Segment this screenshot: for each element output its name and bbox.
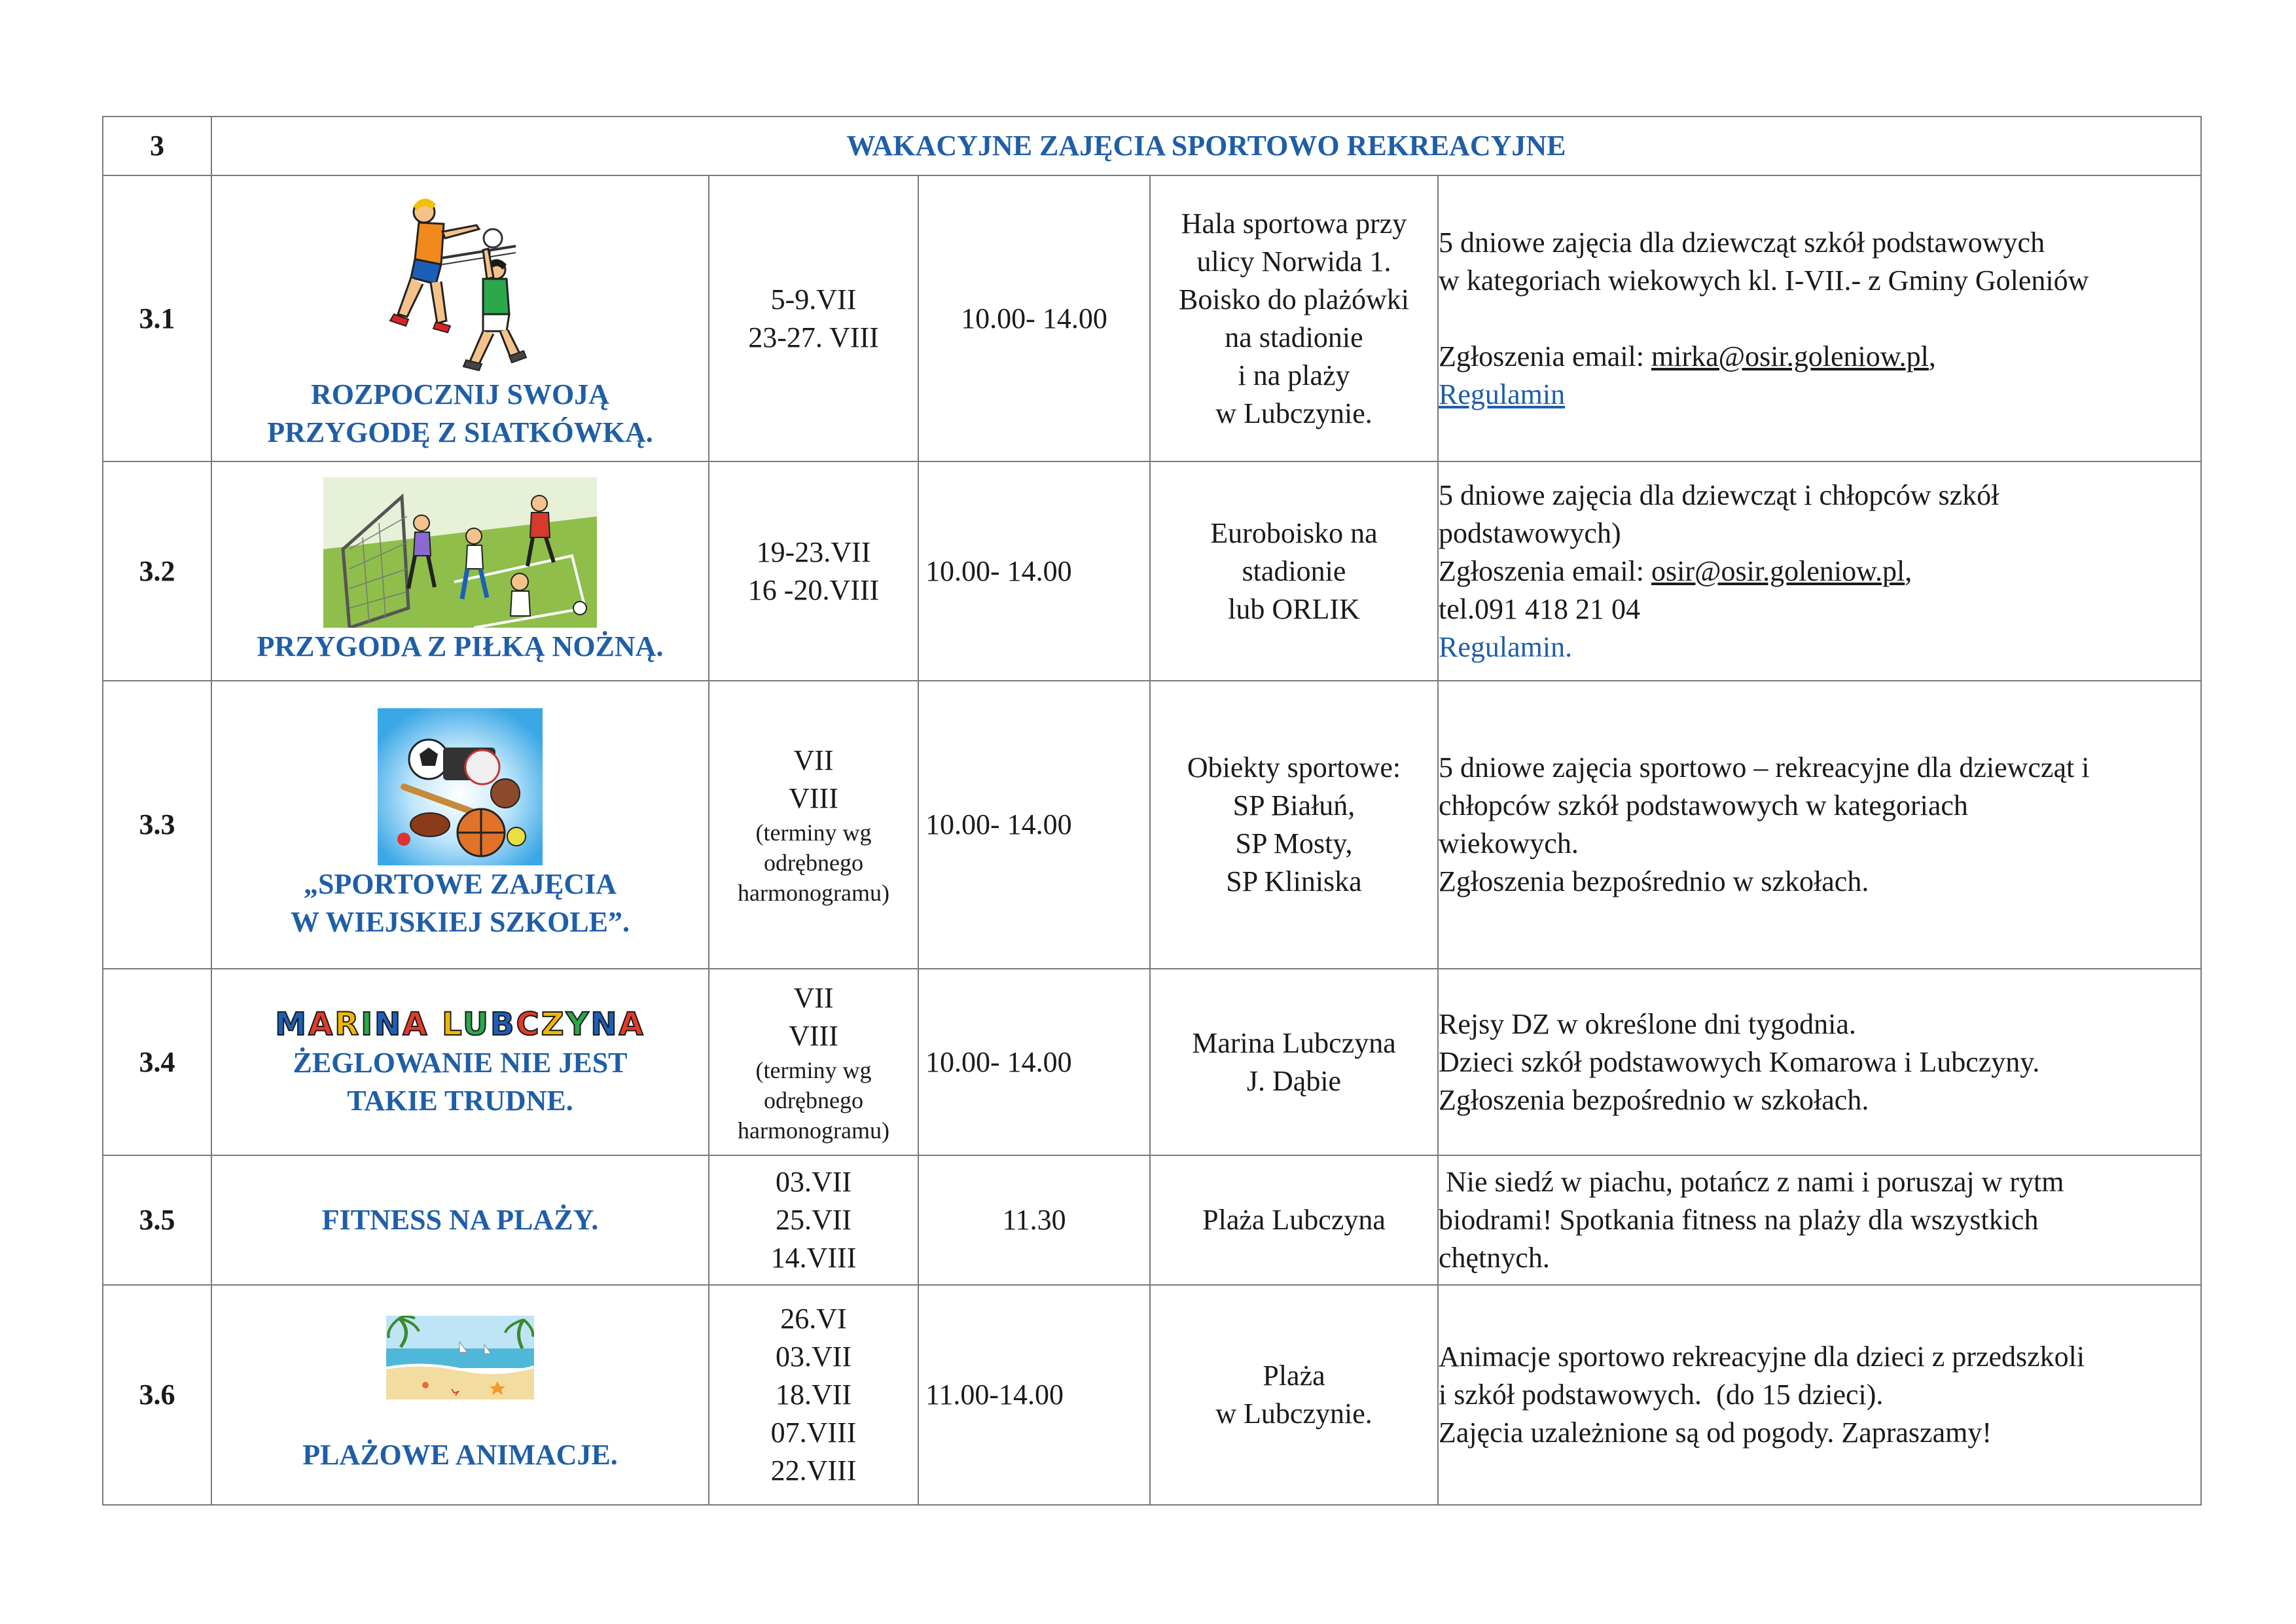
schedule-table (102, 116, 2202, 1506)
time-cell: 10.00- 14.00 (918, 969, 1150, 1155)
place-cell: Plaża Lubczyna (1150, 1155, 1438, 1285)
dates-cell: VII VIII (terminy wg odrębnego harmonogramu) (709, 969, 918, 1155)
regulamin-link[interactable]: Regulamin (1439, 378, 1566, 410)
row-number: 3.1 (103, 175, 211, 461)
description-cell: 5 dniowe zajęcia dla dziewcząt i chłopców szkół podstawowych) Zgłoszenia email: osir@osir.goleniow.pl, tel.091 418 21 04 Regulamin. (1438, 461, 2201, 681)
row-number: 3.6 (103, 1285, 211, 1505)
dates-cell: 19-23.VII 16 -20.VIII (709, 461, 918, 681)
activity-title: „SPORTOWE ZAJĘCIA W WIEJSKIEJ SZKOLE”. (290, 868, 630, 938)
section-title: WAKACYJNE ZAJĘCIA SPORTOWO REKREACYJNE (211, 117, 2201, 175)
place-cell: Hala sportowa przy ulicy Norwida 1. Boisko do plażówki na stadionie i na plaży w Lubczynie. (1150, 175, 1438, 461)
dates-cell: VII VIII (terminy wg odrębnego harmonogramu) (709, 681, 918, 969)
row-number: 3.2 (103, 461, 211, 681)
volleyball-players-image (385, 186, 535, 376)
sports-equipment-image (378, 708, 543, 865)
table-header-row (103, 117, 2201, 175)
time-cell: 11.00-14.00 (918, 1285, 1150, 1505)
description-cell: Rejsy DZ w określone dni tygodnia. Dzieci szkół podstawowych Komarowa i Lubczyny. Zgłoszenia bezpośrednio w szkołach. (1438, 969, 2201, 1155)
activity-cell (211, 1285, 709, 1505)
activity-cell (211, 681, 709, 969)
dates-cell: 26.VI 03.VII 18.VII 07.VIII 22.VIII (709, 1285, 918, 1505)
regulamin-link[interactable]: Regulamin. (1439, 630, 1573, 663)
activity-cell (211, 1155, 709, 1285)
time-cell: 10.00- 14.00 (918, 461, 1150, 681)
activity-cell (211, 461, 709, 681)
activity-title: PLAŻOWE ANIMACJE. (302, 1439, 618, 1471)
activity-cell (211, 969, 709, 1155)
activity-title: PRZYGODA Z PIŁKĄ NOŻNĄ. (257, 630, 664, 662)
row-number: 3.3 (103, 681, 211, 969)
table-row (103, 1285, 2201, 1505)
place-cell: Marina Lubczyna J. Dąbie (1150, 969, 1438, 1155)
dates-cell: 5-9.VII 23-27. VIII (709, 175, 918, 461)
description-cell: Animacje sportowo rekreacyjne dla dzieci z przedszkoli i szkół podstawowych. (do 15 dzieci). Zajęcia uzależnione są od pogody. Zapraszamy! (1438, 1285, 2201, 1505)
table-row (103, 681, 2201, 969)
place-cell: Euroboisko na stadionie lub ORLIK (1150, 461, 1438, 681)
section-number: 3 (103, 117, 211, 175)
description-cell: 5 dniowe zajęcia sportowo – rekreacyjne dla dziewcząt i chłopców szkół podstawowych w kategoriach wiekowych. Zgłoszenia bezpośrednio w szkołach. (1438, 681, 2201, 969)
time-cell: 11.30 (918, 1155, 1150, 1285)
marina-lubczyna-logo: MARINA LUBCZYNA (275, 1005, 645, 1043)
activity-cell (211, 175, 709, 461)
activity-title: FITNESS NA PLAŻY. (321, 1204, 599, 1236)
description-cell: Nie siedź w piachu, potańcz z nami i poruszaj w rytm biodrami! Spotkania fitness na plaży dla wszystkich chętnych. (1438, 1155, 2201, 1285)
activity-title: ŻEGLOWANIE NIE JEST TAKIE TRUDNE. (293, 1046, 628, 1117)
time-cell: 10.00- 14.00 (918, 175, 1150, 461)
table-row (103, 175, 2201, 461)
row-number: 3.4 (103, 969, 211, 1155)
table-row (103, 1155, 2201, 1285)
phone-number: tel.091 418 21 04 (1439, 592, 1640, 625)
activity-title: ROZPOCZNIJ SWOJĄ PRZYGODĘ Z SIATKÓWKĄ. (267, 378, 653, 448)
beach-image (386, 1316, 534, 1399)
email-link[interactable]: osir@osir.goleniow.pl (1651, 554, 1905, 587)
description-cell: 5 dniowe zajęcia dla dziewcząt szkół podstawowych w kategoriach wiekowych kl. I-VII.- z Gminy Goleniów Zgłoszenia email: mirka@osir.goleniow.pl, Regulamin (1438, 175, 2201, 461)
place-cell: Obiekty sportowe: SP Białuń, SP Mosty, SP Kliniska (1150, 681, 1438, 969)
row-number: 3.5 (103, 1155, 211, 1285)
football-players-image (323, 477, 597, 628)
dates-cell: 03.VII 25.VII 14.VIII (709, 1155, 918, 1285)
table-row (103, 461, 2201, 681)
place-cell: Plaża w Lubczynie. (1150, 1285, 1438, 1505)
email-link[interactable]: mirka@osir.goleniow.pl (1651, 340, 1929, 372)
table-row (103, 969, 2201, 1155)
time-cell: 10.00- 14.00 (918, 681, 1150, 969)
